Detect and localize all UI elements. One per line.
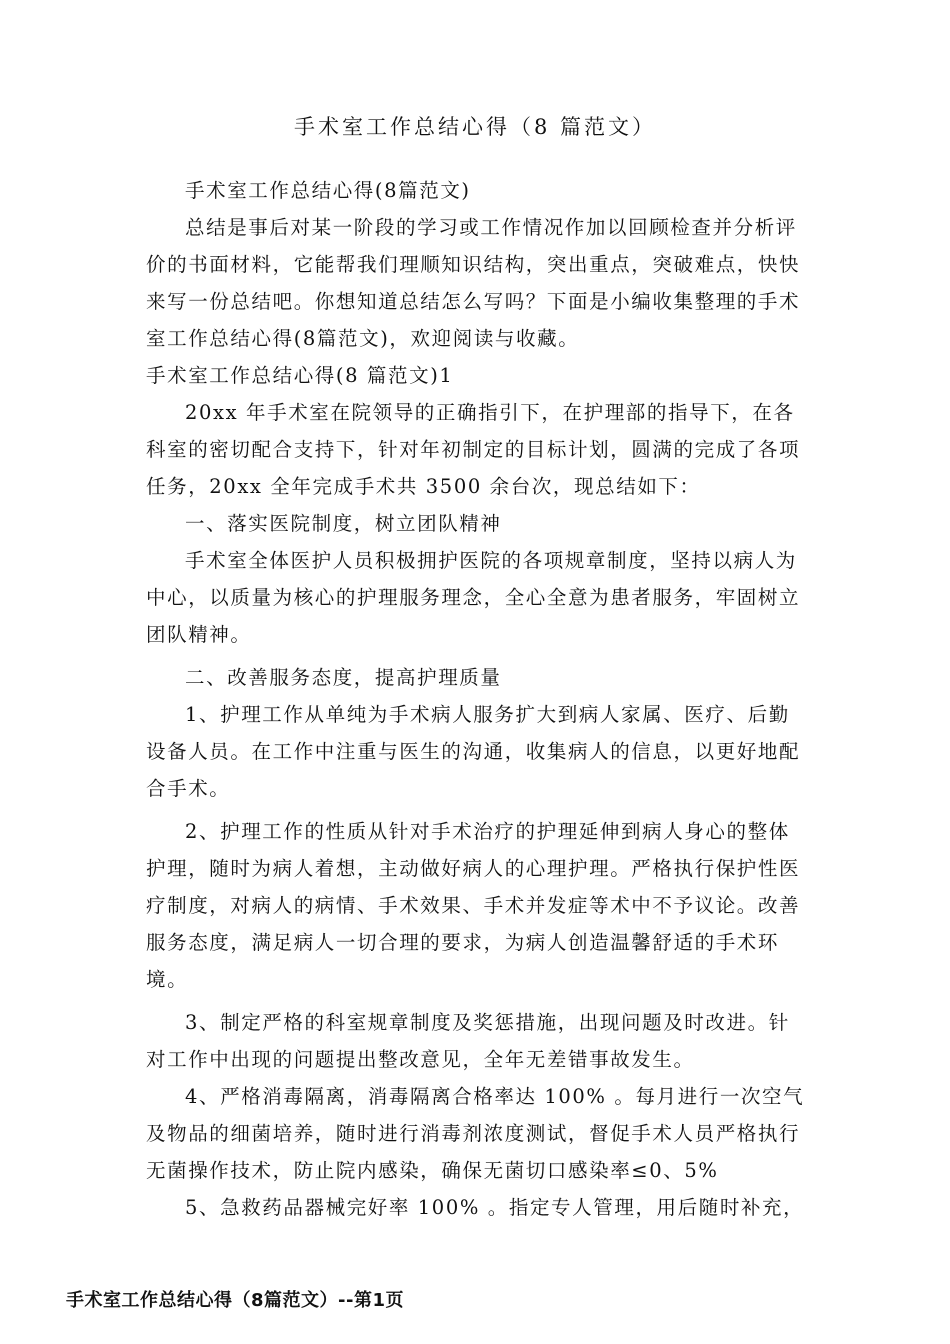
document-title: 手术室工作总结心得（8 篇范文） bbox=[293, 115, 657, 139]
item-3-paragraph: 3、制定严格的科室规章制度及奖惩措施，出现问题及时改进。针对工作中出现的问题提出整改意见，全年无差错事故发生。 bbox=[146, 1011, 790, 1071]
item-5-paragraph: 5、急救药品器械完好率 100% 。指定专人管理，用后随时补充， bbox=[185, 1196, 805, 1219]
policy-paragraph: 手术室全体医护人员积极拥护医院的各项规章制度，坚持以病人为中心，以质量为核心的护理服务理念，全心全意为患者服务，牢固树立团队精神。 bbox=[146, 549, 801, 646]
item-2-paragraph: 2、护理工作的性质从针对手术治疗的护理延伸到病人身心的整体护理，随时为病人着想，主动做好病人的心理护理。严格执行保护性医疗制度，对病人的病情、手术效果、手术并发症等术中不予议论。改善服务态度，满足病人一切合理的要求，为病人创造温馨舒适的手术环境。 bbox=[146, 820, 801, 991]
summary-paragraph: 20xx 年手术室在院领导的正确指引下，在护理部的指导下，在各科室的密切配合支持下，针对年初制定的目标计划，圆满的完成了各项任务，20xx 全年完成手术共 3500 余台次，现总结如下： bbox=[146, 401, 801, 498]
intro-paragraph: 总结是事后对某一阶段的学习或工作情况作加以回顾检查并分析评价的书面材料，它能帮我们理顺知识结构，突出重点，突破难点，快快来写一份总结吧。你想知道总结怎么写吗？下面是小编收集整理的手术室工作总结心得(8篇范文)，欢迎阅读与收藏。 bbox=[146, 216, 801, 350]
heading-service: 二、改善服务态度，提高护理质量 bbox=[185, 666, 502, 689]
document-body bbox=[146, 172, 806, 1226]
page-footer: 手术室工作总结心得（8篇范文）--第1页 bbox=[66, 1290, 404, 1311]
section-heading-1: 手术室工作总结心得(8 篇范文)1 bbox=[146, 364, 454, 387]
subtitle-paragraph: 手术室工作总结心得(8篇范文) bbox=[185, 179, 471, 202]
item-4-paragraph: 4、严格消毒隔离，消毒隔离合格率达 100% 。每月进行一次空气及物品的细菌培养，随时进行消毒剂浓度测试，督促手术人员严格执行无菌操作技术，防止院内感染，确保无菌切口感染率≤0、5% bbox=[146, 1085, 805, 1182]
item-1-paragraph: 1、护理工作从单纯为手术病人服务扩大到病人家属、医疗、后勤设备人员。在工作中注重与医生的沟通，收集病人的信息，以更好地配合手术。 bbox=[146, 703, 801, 800]
heading-policy: 一、落实医院制度，树立团队精神 bbox=[185, 512, 502, 535]
